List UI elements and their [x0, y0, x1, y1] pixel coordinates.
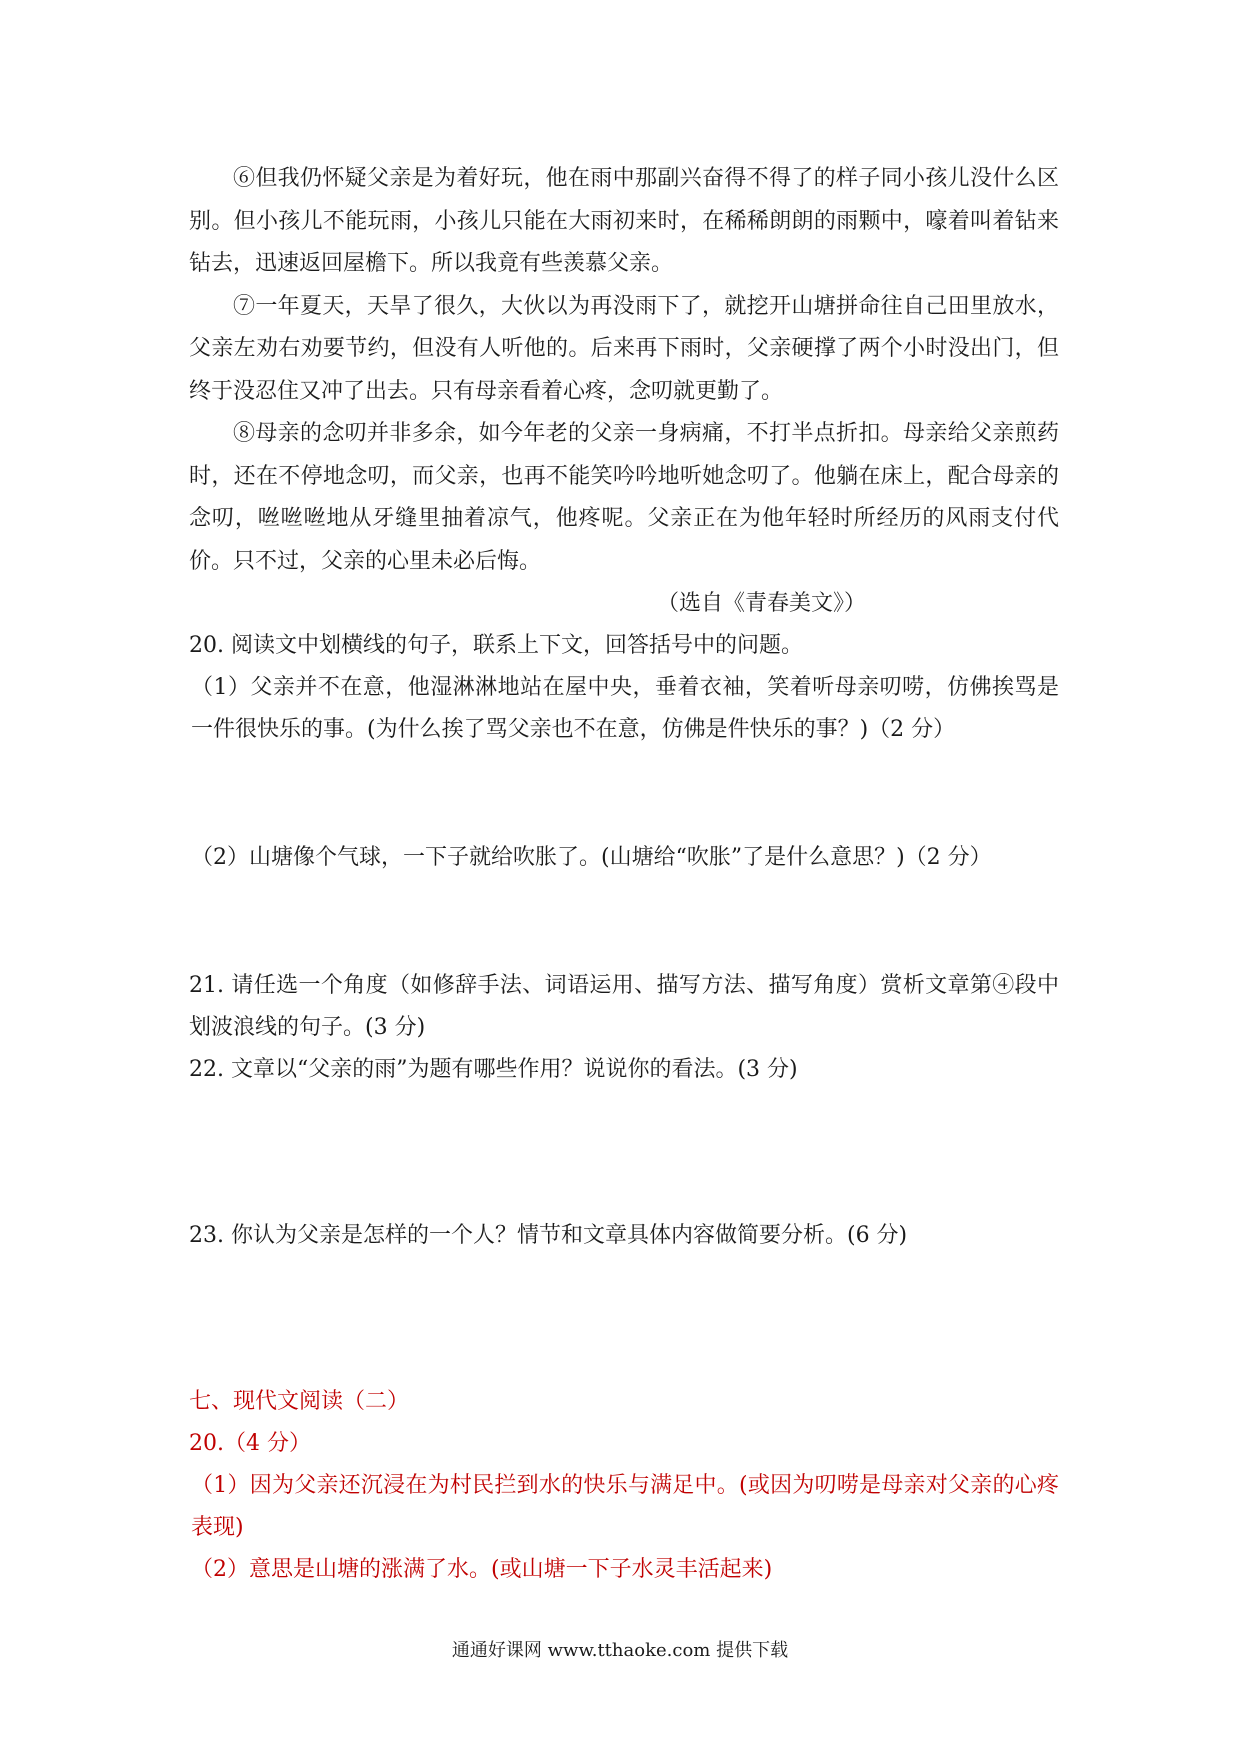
passage-source: （选自《青春美文》）: [657, 591, 867, 616]
question-21: 21. 请任选一个角度（如修辞手法、词语运用、描写方法、描写角度）赏析文章第④段中划波浪线的句子。(3 分): [189, 973, 1059, 1040]
paragraph-6: ⑥但我仍怀疑父亲是为着好玩，他在雨中那副兴奋得不得了的样子同小孩儿没什么区别。但小孩儿不能玩雨，小孩儿只能在大雨初来时，在稀稀朗朗的雨颗中，嚎着叫着钻来钻去，迅速返回屋檐下。所以我竟有些羡慕父亲。: [189, 166, 1059, 276]
question-22: 22. 文章以“父亲的雨”为题有哪些作用？说说你的看法。(3 分): [189, 1057, 798, 1082]
answer-key: [189, 1381, 1059, 1591]
page-footer: 通通好课网 www.tthaoke.com 提供下载: [451, 1640, 789, 1661]
answer-20-2: （2）意思是山塘的涨满了水。(或山塘一下子水灵丰活起来): [191, 1557, 773, 1582]
answer-section-title: 七、现代文阅读（二）: [189, 1389, 410, 1414]
question-20-2: （2）山塘像个气球，一下子就给吹胀了。(山塘给“吹胀”了是什么意思？)（2 分）: [191, 845, 992, 870]
paragraph-8: ⑧母亲的念叨并非多余，如今年老的父亲一身病痛，不打半点折扣。母亲给父亲煎药时，还在不停地念叨，而父亲，也再不能笑吟吟地听她念叨了。他躺在床上，配合母亲的念叨，咝咝咝地从牙缝里抽着凉气，他疼呢。父亲正在为他年轻时所经历的风雨支付代价。只不过，父亲的心里未必后悔。: [189, 421, 1059, 574]
document-body: [189, 158, 1059, 1591]
answer-space: [189, 879, 1059, 965]
answer-20-1: （1）因为父亲还沉浸在为村民拦到水的快乐与满足中。(或因为叨唠是母亲对父亲的心疼表现): [191, 1473, 1059, 1540]
question-20-1: （1）父亲并不在意，他湿淋淋地站在屋中央，垂着衣袖，笑着听母亲叨唠，仿佛挨骂是一件很快乐的事。(为什么挨了骂父亲也不在意，仿佛是件快乐的事？)（2 分）: [191, 675, 1059, 742]
question-23: 23. 你认为父亲是怎样的一个人？情节和文章具体内容做简要分析。(6 分): [189, 1223, 908, 1248]
answer-space: [189, 1091, 1059, 1215]
answer-20: 20.（4 分）: [189, 1431, 311, 1456]
question-20: 20. 阅读文中划横线的句子，联系上下文，回答括号中的问题。: [189, 633, 803, 658]
answer-space: [189, 1257, 1059, 1381]
answer-space: [189, 751, 1059, 837]
paragraph-7: ⑦一年夏天，天旱了很久，大伙以为再没雨下了，就挖开山塘拼命往自己田里放水，父亲左劝右劝要节约，但没有人听他的。后来再下雨时，父亲硬撑了两个小时没出门，但终于没忍住又冲了出去。只有母亲看着心疼，念叨就更勤了。: [189, 293, 1059, 404]
